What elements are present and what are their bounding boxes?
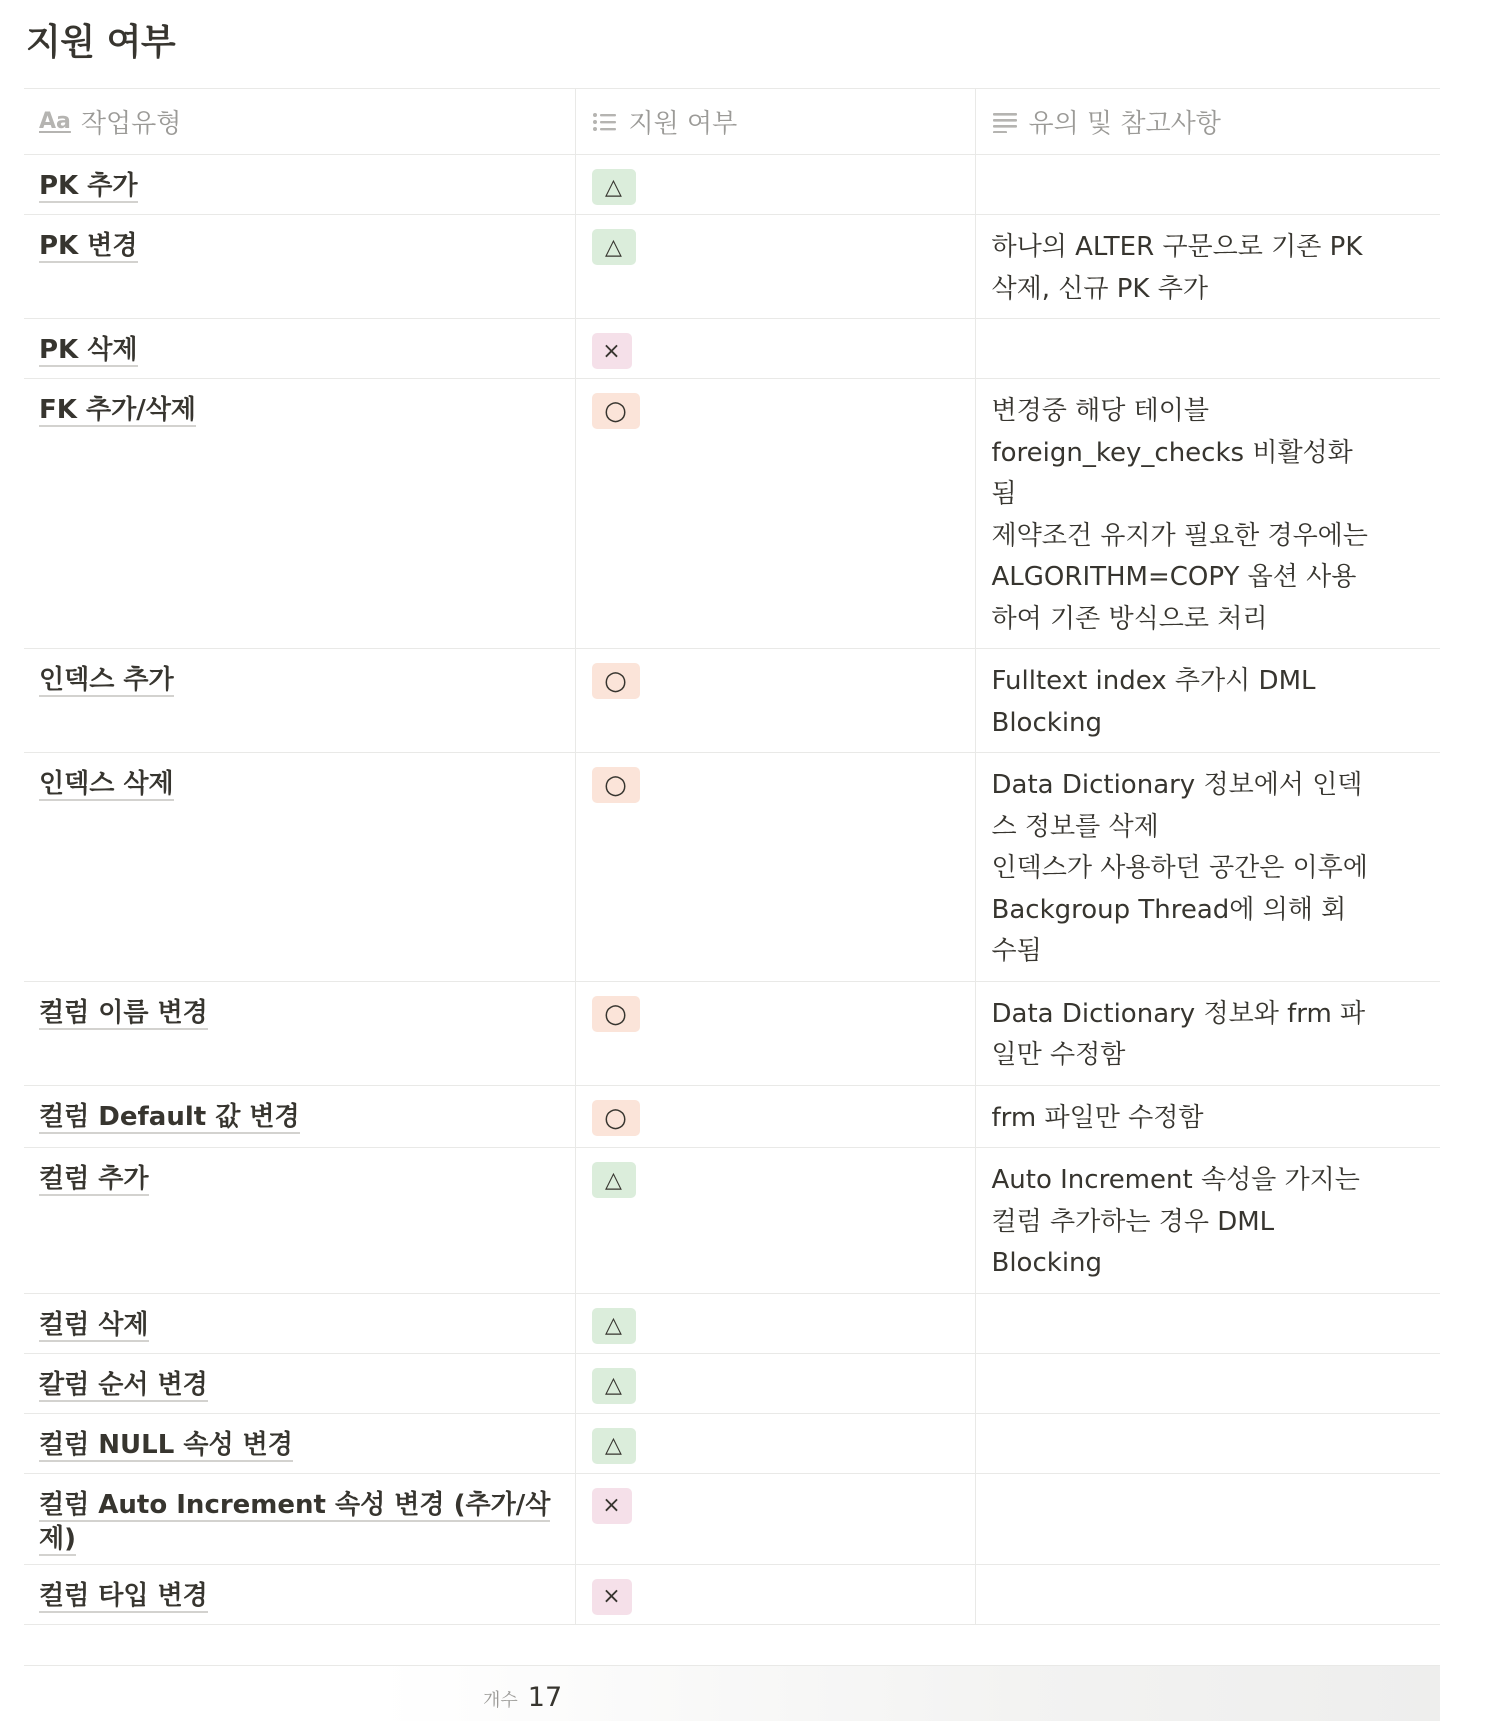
database-table xyxy=(24,88,1440,1625)
cell-support[interactable] xyxy=(575,155,975,215)
table-header-row xyxy=(24,89,1440,155)
status-tag[interactable]: ○ xyxy=(592,1100,640,1136)
note-line: frm 파일만 수정함 xyxy=(991,1102,1204,1133)
page-title: 지원 여부 xyxy=(26,22,176,63)
row-count[interactable] xyxy=(483,1682,562,1713)
note-line: Auto Increment 속성을 가지는 xyxy=(991,1165,1360,1195)
cell-support[interactable] xyxy=(575,319,975,379)
list-icon xyxy=(591,108,619,136)
cell-task-type[interactable] xyxy=(24,753,575,982)
note-line: 변경중 해당 테이블 xyxy=(991,396,1209,426)
status-tag[interactable]: △ xyxy=(592,1368,636,1404)
row-title-link[interactable]: 인덱스 삭제 xyxy=(39,769,174,799)
note-line: 인덱스가 사용하던 공간은 이후에 xyxy=(991,853,1368,883)
row-title-link[interactable]: 컬럼 NULL 속성 변경 xyxy=(39,1429,293,1460)
row-title-link[interactable]: 컬럼 추가 xyxy=(39,1164,149,1194)
table-row[interactable] xyxy=(24,155,1440,215)
cell-support[interactable] xyxy=(575,753,975,982)
count-label: 개수 xyxy=(483,1690,518,1711)
note-line: Data Dictionary 정보와 frm 파 xyxy=(991,998,1366,1029)
row-title-link[interactable]: 컬럼 타입 변경 xyxy=(39,1580,208,1611)
table-row[interactable] xyxy=(24,1413,1440,1473)
note-line: ALGORITHM=COPY 옵션 사용 xyxy=(991,562,1357,592)
cell-notes[interactable] xyxy=(975,1353,1440,1413)
table-row[interactable] xyxy=(24,1564,1440,1624)
cell-support[interactable] xyxy=(575,1085,975,1148)
table-row[interactable] xyxy=(24,753,1440,982)
cell-support[interactable] xyxy=(575,1413,975,1473)
status-tag[interactable]: ○ xyxy=(592,996,640,1032)
cell-task-type[interactable] xyxy=(24,319,575,379)
table-footer xyxy=(24,1665,1440,1721)
column-header-label: 지원 여부 xyxy=(628,109,738,139)
cell-support[interactable] xyxy=(575,649,975,753)
row-title-link[interactable]: PK 추가 xyxy=(39,171,138,201)
cell-support[interactable] xyxy=(575,981,975,1085)
table-row[interactable] xyxy=(24,379,1440,649)
table-row[interactable] xyxy=(24,215,1440,319)
cell-notes[interactable] xyxy=(975,649,1440,753)
table-row[interactable] xyxy=(24,1293,1440,1353)
cell-notes[interactable] xyxy=(975,1293,1440,1353)
table-row[interactable] xyxy=(24,1148,1440,1294)
table-row[interactable] xyxy=(24,649,1440,753)
table-row[interactable] xyxy=(24,319,1440,379)
status-tag[interactable]: △ xyxy=(592,1308,636,1344)
note-line: Blocking xyxy=(991,707,1103,738)
row-title-link[interactable]: 컬럼 이름 변경 xyxy=(39,997,208,1028)
status-tag[interactable]: ○ xyxy=(592,393,640,429)
cell-notes[interactable] xyxy=(975,1413,1440,1473)
column-header-label: 작업유형 xyxy=(80,109,182,139)
status-tag[interactable]: × xyxy=(592,1488,632,1524)
status-tag[interactable]: △ xyxy=(592,1162,636,1198)
title-property-icon: Aa xyxy=(39,109,71,134)
cell-notes[interactable] xyxy=(975,215,1440,319)
cell-task-type[interactable] xyxy=(24,1564,575,1624)
cell-notes[interactable] xyxy=(975,1473,1440,1564)
note-line: Fulltext index 추가시 DML xyxy=(991,666,1316,696)
note-line: Data Dictionary 정보에서 인덱 xyxy=(991,770,1363,800)
cell-support[interactable] xyxy=(575,1473,975,1564)
note-text xyxy=(992,227,1425,310)
cell-support[interactable] xyxy=(575,379,975,649)
row-title-link[interactable]: PK 삭제 xyxy=(39,335,138,365)
cell-support[interactable] xyxy=(575,1148,975,1294)
note-line: 됨 xyxy=(991,479,1017,509)
cell-task-type[interactable] xyxy=(24,1353,575,1413)
row-title-link[interactable]: 인덱스 추가 xyxy=(39,665,174,695)
status-tag[interactable]: △ xyxy=(592,169,636,205)
note-line: foreign_key_checks 비활성화 xyxy=(991,437,1353,468)
note-line: 삭제, 신규 PK 추가 xyxy=(991,273,1208,304)
cell-task-type[interactable] xyxy=(24,215,575,319)
cell-notes[interactable] xyxy=(975,379,1440,649)
table-row[interactable] xyxy=(24,981,1440,1085)
cell-task-type[interactable] xyxy=(24,155,575,215)
note-text xyxy=(992,391,1425,640)
status-tag[interactable]: × xyxy=(592,333,632,369)
cell-notes[interactable] xyxy=(975,1085,1440,1148)
row-title-link[interactable]: 컬럼 Default 값 변경 xyxy=(39,1101,300,1132)
cell-task-type[interactable] xyxy=(24,1085,575,1148)
count-value: 17 xyxy=(527,1682,563,1713)
cell-task-type[interactable] xyxy=(24,379,575,649)
table-row[interactable] xyxy=(24,1085,1440,1148)
cell-support[interactable] xyxy=(575,215,975,319)
note-text xyxy=(992,765,1425,973)
cell-task-type[interactable] xyxy=(24,981,575,1085)
row-title-link[interactable]: 컬럼 Auto Increment 속성 변경 (추가/삭제) xyxy=(39,1489,551,1554)
cell-notes[interactable] xyxy=(975,1564,1440,1624)
note-text xyxy=(992,1098,1425,1140)
status-tag[interactable]: × xyxy=(592,1579,632,1615)
note-line: 수됨 xyxy=(991,936,1042,966)
status-tag[interactable]: △ xyxy=(592,229,636,265)
cell-notes[interactable] xyxy=(975,1148,1440,1294)
column-header-label: 유의 및 참고사항 xyxy=(1028,109,1221,139)
cell-notes[interactable] xyxy=(975,753,1440,982)
table-row[interactable] xyxy=(24,1353,1440,1413)
cell-task-type[interactable] xyxy=(24,649,575,753)
column-header-task-type[interactable] xyxy=(24,89,575,155)
note-line: 스 정보를 삭제 xyxy=(991,811,1159,842)
cell-task-type[interactable] xyxy=(24,1413,575,1473)
cell-task-type[interactable] xyxy=(24,1473,575,1564)
cell-support[interactable] xyxy=(575,1564,975,1624)
cell-task-type[interactable] xyxy=(24,1148,575,1294)
note-line: 컬럼 추가하는 경우 DML xyxy=(991,1206,1275,1237)
row-title-link[interactable]: FK 추가/삭제 xyxy=(39,395,196,425)
note-text xyxy=(992,1160,1425,1285)
cell-task-type[interactable] xyxy=(24,1293,575,1353)
text-lines-icon xyxy=(991,108,1019,136)
note-line: 하여 기존 방식으로 처리 xyxy=(991,603,1268,634)
status-tag[interactable]: △ xyxy=(592,1428,636,1464)
note-line: 제약조건 유지가 필요한 경우에는 xyxy=(991,520,1368,551)
row-title-link[interactable]: 칼럼 순서 변경 xyxy=(39,1369,208,1400)
status-tag[interactable]: ○ xyxy=(592,663,640,699)
note-line: Backgroup Thread에 의해 회 xyxy=(991,894,1347,925)
cell-support[interactable] xyxy=(575,1293,975,1353)
note-line: 하나의 ALTER 구문으로 기존 PK xyxy=(991,232,1363,262)
cell-notes[interactable] xyxy=(975,319,1440,379)
column-header-notes[interactable] xyxy=(975,89,1440,155)
cell-notes[interactable] xyxy=(975,155,1440,215)
table-row[interactable] xyxy=(24,1473,1440,1564)
note-text xyxy=(992,994,1425,1077)
column-header-support[interactable] xyxy=(575,89,975,155)
status-tag[interactable]: ○ xyxy=(592,767,640,803)
note-line: 일만 수정함 xyxy=(991,1040,1126,1070)
note-line: Blocking xyxy=(991,1248,1103,1278)
row-title-link[interactable]: 컬럼 삭제 xyxy=(39,1309,149,1340)
cell-notes[interactable] xyxy=(975,981,1440,1085)
cell-support[interactable] xyxy=(575,1353,975,1413)
note-text xyxy=(992,661,1425,744)
row-title-link[interactable]: PK 변경 xyxy=(39,231,138,261)
